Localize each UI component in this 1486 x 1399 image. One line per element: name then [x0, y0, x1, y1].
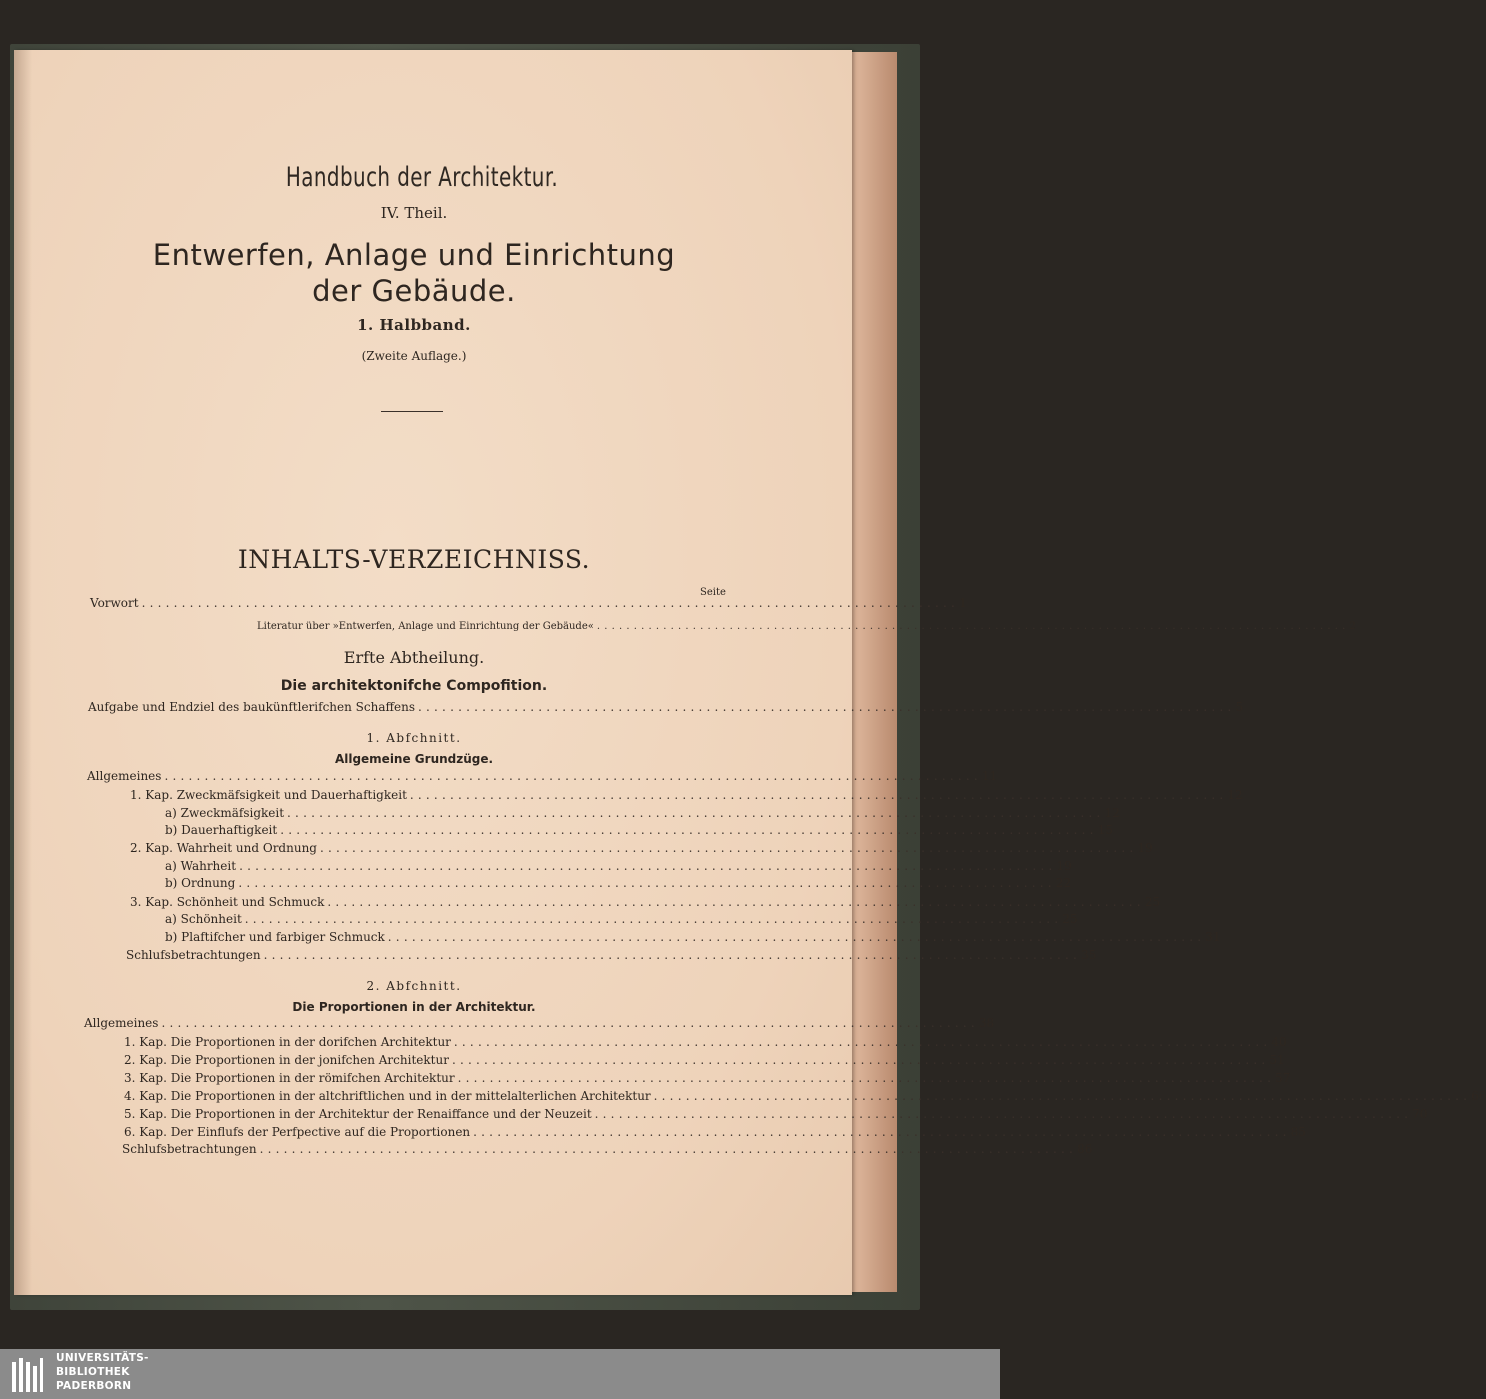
- toc-entry: Vorwort ...................................................................................................... 1: [90, 596, 967, 610]
- toc-entry: 6. Kap. Der Einflufs der Perfpective auf die Proportionen ...................................................................................................... 85: [124, 1125, 1306, 1139]
- toc-entry: 2. Kap. Die Proportionen in der jonifchen Architektur ...................................................................................................... 51: [124, 1053, 1285, 1067]
- library-logo-icon: [10, 1354, 50, 1394]
- main-title-line2: der Gebäude.: [312, 274, 516, 308]
- series-title: Handbuch der Architektur.: [285, 162, 559, 193]
- division-title: Die architektonifche Compofition.: [280, 678, 548, 694]
- toc-entry: Literatur über »Entwerfen, Anlage und Einrichtung der Gebäude« ...................................................................................................... 2: [257, 621, 1356, 632]
- toc-entry: b) Ordnung ...................................................................................................... 22: [165, 876, 1072, 890]
- division-label: Erfte Abtheilung.: [343, 648, 485, 667]
- spine-shadow: [14, 50, 32, 1295]
- toc-entry: Allgemeines ...................................................................................................... 38: [84, 1016, 995, 1030]
- toc-entry: 2. Kap. Wahrheit und Ordnung ...................................................................................................... 19: [130, 841, 1153, 855]
- toc-entry: Schlufsbetrachtungen ...................................................................................................... 86: [122, 1142, 1093, 1156]
- section2-label: 2. Abfchnitt.: [366, 979, 462, 993]
- toc-entry: Aufgabe und Endziel des baukünftlerifchen Schaffens ...................................................................................................... 5: [88, 700, 1244, 714]
- toc-entry: a) Zweckmäfsigkeit ...................................................................................................... 12: [165, 806, 1120, 820]
- toc-entry: 1. Kap. Zweckmäfsigkeit und Dauerhaftigkeit ...................................................................................................... 12: [130, 788, 1243, 802]
- library-footer: [0, 1349, 1000, 1399]
- toc-entry: Allgemeines ...................................................................................................... 11: [87, 769, 998, 783]
- section2-title: Die Proportionen in der Architektur.: [292, 1000, 536, 1014]
- title-divider: [381, 411, 443, 412]
- toc-entry: 4. Kap. Die Proportionen in der altchriftlichen und in der mittelalterlichen Architektur ...................................................................................................... 66: [124, 1089, 1486, 1103]
- toc-entry: b) Dauerhaftigkeit ...................................................................................................... 15: [165, 823, 1113, 837]
- part-title: IV. Theil.: [380, 204, 448, 222]
- toc-entry: b) Plaftifcher und farbiger Schmuck ...................................................................................................... 31: [165, 930, 1221, 944]
- main-title-line1: Entwerfen, Anlage und Einrichtung: [152, 238, 676, 272]
- toc-entry: 1. Kap. Die Proportionen in der dorifchen Architektur ...................................................................................................... 40: [124, 1035, 1287, 1049]
- toc-entry: a) Schönheit ...................................................................................................... 25: [165, 912, 1078, 926]
- section1-title: Allgemeine Grundzüge.: [334, 752, 494, 766]
- toc-entry: a) Wahrheit ...................................................................................................... 19: [165, 859, 1072, 873]
- section1-label: 1. Abfchnitt.: [366, 731, 462, 745]
- toc-entry: Schlufsbetrachtungen ...................................................................................................... 35: [126, 948, 1097, 962]
- toc-entry: 5. Kap. Die Proportionen in der Architektur der Renaiffance und der Neuzeit ...................................................................................................... 70: [124, 1107, 1428, 1121]
- library-name: UNIVERSITÄTS- BIBLIOTHEK PADERBORN: [56, 1352, 149, 1392]
- book-page: [14, 50, 1486, 1295]
- toc-entry: 3. Kap. Die Proportionen in der römifchen Architektur ...................................................................................................... 57: [124, 1071, 1291, 1085]
- toc-heading: INHALTS-VERZEICHNISS.: [237, 545, 591, 574]
- edition-note: (Zweite Auflage.): [361, 349, 467, 363]
- toc-entry: 3. Kap. Schönheit und Schmuck ...................................................................................................... 25: [130, 895, 1161, 909]
- page-column-label: Seite: [700, 587, 726, 598]
- volume-title: 1. Halbband.: [357, 316, 471, 334]
